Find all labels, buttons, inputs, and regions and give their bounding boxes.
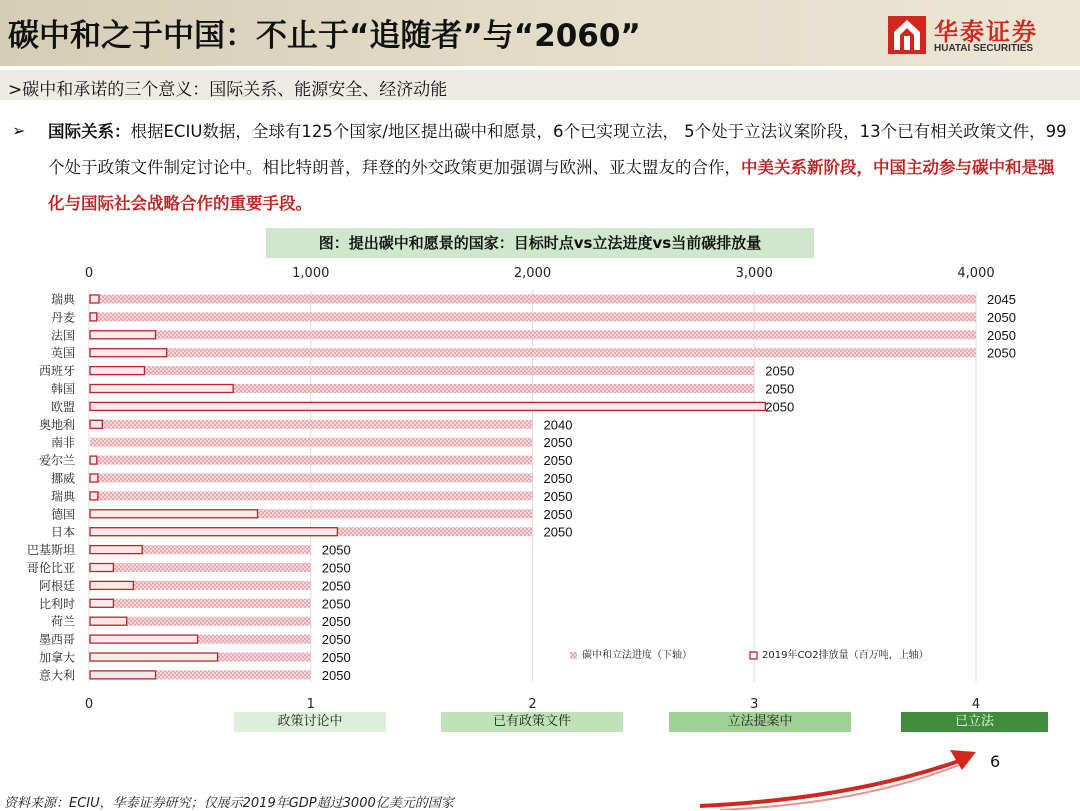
bottom-axis-tick-label: 1	[306, 697, 315, 712]
category-label: 比利时	[38, 596, 75, 611]
target-year-label: 2040	[543, 417, 573, 433]
legend-label-emission: 2019年CO2排放量（百万吨，上轴）	[762, 650, 929, 661]
category-label: 巴基斯坦	[26, 543, 75, 558]
progress-bar	[90, 330, 976, 339]
target-year-label: 2050	[321, 650, 351, 665]
top-axis-tick-label: 3,000	[735, 266, 773, 281]
category-label: 阿根廷	[38, 578, 75, 593]
emission-bar	[90, 295, 99, 303]
category-box-legislated: 已立法	[901, 712, 1048, 732]
category-label: 丹麦	[50, 310, 75, 325]
emission-bar	[90, 367, 144, 375]
target-year-label: 2050	[987, 309, 1016, 325]
target-year-label: 2050	[765, 399, 795, 415]
category-box-proposal: 立法提案中	[669, 712, 851, 732]
top-axis-tick-label: 1,000	[292, 266, 330, 281]
emission-bar	[90, 492, 98, 500]
progress-bar	[90, 563, 311, 572]
bottom-axis-tick-label: 4	[971, 697, 981, 712]
target-year-label: 2050	[321, 596, 351, 612]
target-year-label: 2050	[321, 632, 351, 648]
emission-bar	[90, 510, 258, 518]
progress-bar	[90, 456, 533, 465]
target-year-label: 2050	[987, 345, 1016, 361]
emission-bar	[90, 635, 198, 643]
page-number: 6	[990, 752, 1001, 771]
emission-bar	[90, 599, 113, 607]
category-label: 奥地利	[38, 417, 75, 432]
emission-bar	[90, 474, 98, 482]
category-label: 南非	[50, 435, 75, 450]
category-label: 哥伦比亚	[26, 561, 75, 575]
category-box-discussion: 政策讨论中	[234, 712, 386, 732]
emission-bar	[90, 564, 113, 572]
category-label: 意大利	[38, 668, 75, 683]
decorative-arrow-icon	[700, 736, 1000, 810]
category-label: 瑞典	[50, 292, 75, 307]
emission-bar	[90, 653, 218, 661]
emission-bar	[90, 385, 233, 393]
legend-swatch-emission	[750, 652, 757, 659]
category-label: 爱尔兰	[38, 453, 75, 468]
target-year-label: 2050	[321, 578, 351, 594]
target-year-label: 2050	[321, 614, 351, 630]
bottom-axis-tick-label: 3	[750, 697, 759, 712]
emission-bar	[90, 456, 97, 464]
chart	[0, 258, 1080, 718]
bullet-text: 根据ECIU数据，全球有125个国家/地区提出碳中和愿景，6个已实现立法， 5个处于立法议案阶段，13个已有相关政策文件，99个处于政策文件制定讨论中。相比特朗普，拜登的外交政策更加强调与欧洲、亚太盟友的合作，	[48, 122, 1067, 177]
emission-bar	[90, 349, 167, 357]
target-year-label: 2050	[543, 506, 573, 522]
category-label: 日本	[50, 525, 75, 540]
logo-text-cn: 华泰证券	[934, 18, 1038, 46]
category-label: 韩国	[50, 382, 75, 396]
target-year-label: 2050	[543, 453, 573, 469]
source-note: 资料来源：ECIU，华泰证券研究；仅展示2019年GDP超过3000亿美元的国家	[4, 796, 454, 811]
progress-bar	[90, 491, 533, 500]
top-axis-tick-label: 0	[84, 266, 94, 281]
page-title: 碳中和之于中国：不止于“追随者”与“2060”	[8, 18, 641, 54]
category-label: 墨西哥	[38, 632, 75, 647]
legend-swatch-progress	[570, 652, 577, 659]
target-year-label: 2050	[543, 435, 573, 451]
top-axis-tick-label: 2,000	[513, 266, 552, 281]
chart-title: 图：提出碳中和愿景的国家：目标时点vs立法进度vs当前碳排放量	[266, 228, 814, 258]
progress-bar	[90, 295, 976, 304]
category-label: 瑞典	[50, 489, 75, 504]
arrow-bullet-icon: ➢	[12, 121, 26, 140]
category-label: 英国	[50, 346, 75, 361]
progress-bar	[90, 438, 533, 447]
logo-text-en: HUATAI SECURITIES	[934, 43, 1034, 54]
legend-label-progress: 碳中和立法进度（下轴）	[582, 650, 692, 661]
progress-bar	[90, 366, 754, 375]
category-label: 加拿大	[38, 650, 75, 665]
target-year-label: 2050	[321, 560, 351, 576]
target-year-label: 2050	[987, 327, 1016, 343]
emission-bar	[90, 581, 133, 589]
category-label: 西班牙	[38, 364, 75, 379]
progress-bar	[90, 312, 976, 321]
bottom-axis-tick-label: 0	[84, 697, 94, 712]
bullet-highlight: 中美关系新阶段，中国主动参与碳中和是强化与国际社会战略合作的重要手段。	[48, 158, 1055, 213]
progress-bar	[90, 599, 311, 608]
emission-bar	[90, 671, 156, 679]
emission-bar	[90, 546, 142, 554]
target-year-label: 2050	[321, 542, 351, 558]
emission-bar	[90, 402, 765, 410]
emission-bar	[90, 617, 127, 625]
category-label: 法国	[50, 328, 75, 343]
section-subtitle: >碳中和承诺的三个意义：国际关系、能源安全、经济动能	[8, 80, 448, 100]
progress-bar	[90, 348, 976, 357]
emission-bar	[90, 313, 97, 321]
target-year-label: 2045	[987, 292, 1016, 307]
emission-bar	[90, 331, 156, 339]
target-year-label: 2050	[543, 471, 573, 486]
company-logo	[888, 12, 1058, 58]
emission-bar	[90, 420, 102, 428]
category-label: 挪威	[50, 471, 75, 486]
bullet-paragraph	[48, 114, 1068, 222]
target-year-label: 2050	[765, 363, 795, 379]
target-year-label: 2050	[765, 381, 795, 397]
bullet-lead: 国际关系：	[48, 122, 131, 141]
category-label: 德国	[50, 507, 75, 522]
target-year-label: 2050	[321, 667, 351, 683]
category-label: 荷兰	[50, 614, 75, 629]
progress-bar	[90, 474, 533, 483]
category-box-policy: 已有政策文件	[441, 712, 623, 732]
huatai-logo-icon	[888, 16, 926, 54]
target-year-label: 2050	[543, 524, 573, 540]
top-axis-tick-label: 4,000	[957, 266, 995, 281]
category-label: 欧盟	[50, 399, 75, 414]
progress-bar	[90, 420, 533, 429]
target-year-label: 2050	[543, 488, 573, 504]
bottom-axis-tick-label: 2	[528, 697, 537, 712]
emission-bar	[90, 528, 337, 536]
